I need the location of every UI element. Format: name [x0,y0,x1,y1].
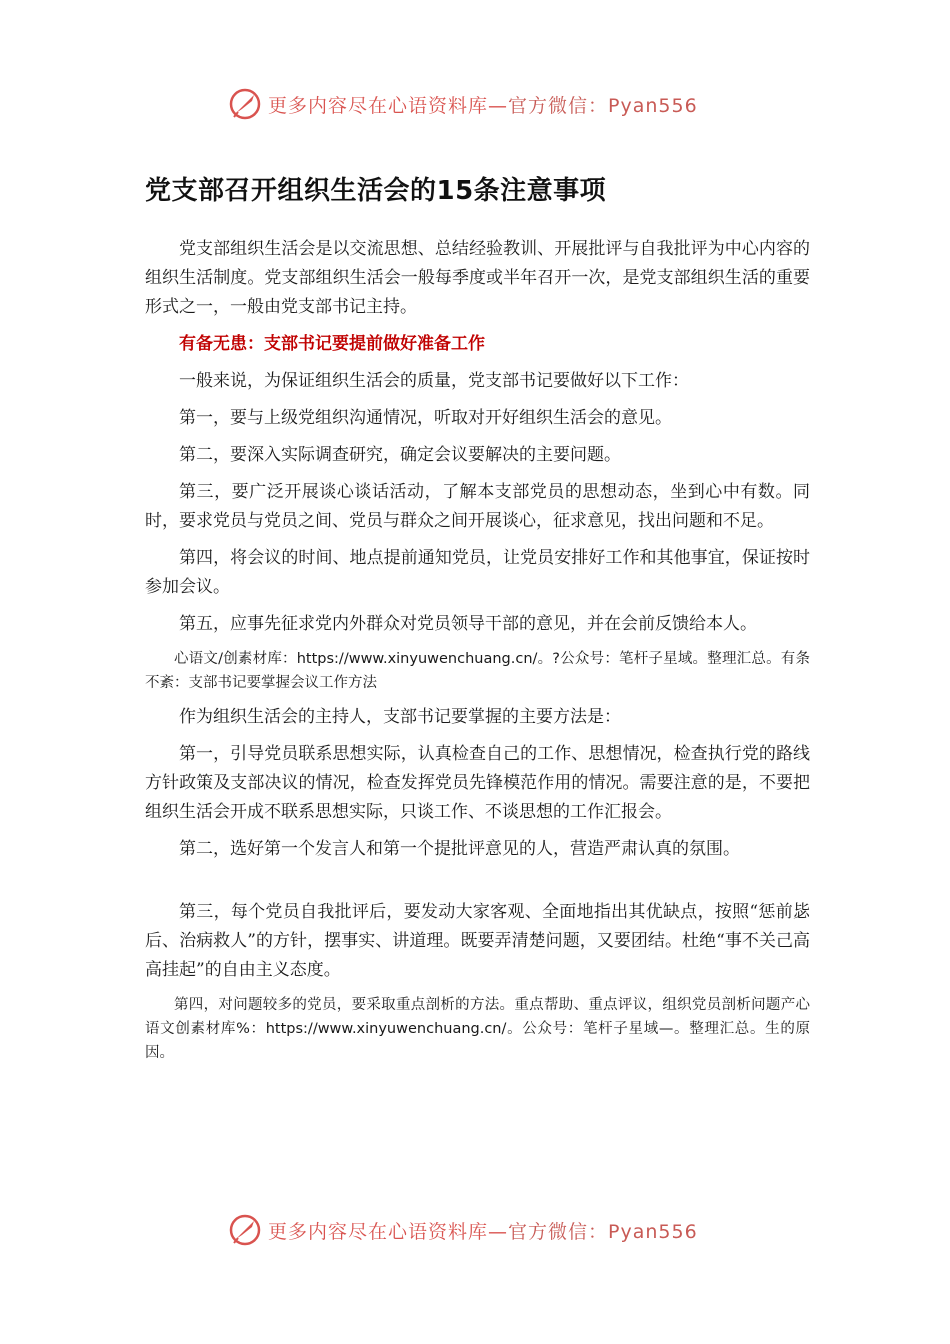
intro-paragraph: 党支部组织生活会是以交流思想、总结经验教训、开展批评与自我批评为中心内容的组织生活制度。党支部组织生活会一般每季度或半年召开一次，是党支部组织生活的重要形式之一，一般由党支部书记主持。 [145,239,810,317]
header-banner [228,86,698,122]
source-note: 第四，对问题较多的党员，要采取重点剖析的方法。重点帮助、重点评议，组织党员剖析问题产心语文创素材库%：https://www.xinyuwenchuang.cn/。公众号：笔杆子星域—。整理汇总。生的原因。 [145,997,810,1061]
banner-wechat: 官方微信：Pyan556 [508,94,698,117]
paragraph: 第二，要深入实际调查研究，确定会议要解决的主要问题。 [179,445,621,465]
paragraph: 第一，引导党员联系思想实际，认真检查自己的工作、思想情况，检查执行党的路线方针政策及支部决议的情况，检查发挥党员先锋模范作用的情况。需要注意的是，不要把组织生活会开成不联系思想实际，只谈工作、不谈思想的工作汇报会。 [145,744,810,822]
paragraph: 一般来说，为保证组织生活会的质量，党支部书记要做好以下工作： [179,371,689,391]
quill-logo-icon [228,87,262,121]
banner-wechat: 官方微信：Pyan556 [508,1220,698,1243]
paragraph: 作为组织生活会的主持人，支部书记要掌握的主要方法是： [179,707,621,727]
section-heading: 有备无患：支部书记要提前做好准备工作 [179,334,485,354]
paragraph: 第五，应事先征求党内外群众对党员领导干部的意见，并在会前反馈给本人。 [179,614,757,634]
paragraph: 第一，要与上级党组织沟通情况，听取对开好组织生活会的意见。 [179,408,672,428]
paragraph: 第二，选好第一个发言人和第一个提批评意见的人，营造严肃认真的氛围。 [179,839,740,859]
quill-logo-icon [228,1213,262,1247]
document-body [145,170,810,1073]
page-title: 党支部召开组织生活会的15条注意事项 [145,176,607,206]
banner-text: 更多内容尽在心语资料库—官方微信：Pyan556 [268,1220,698,1243]
paragraph: 第三，要广泛开展谈心谈话活动，了解本支部党员的思想动态，坐到心中有数。同时，要求党员与党员之间、党员与群众之间开展谈心，征求意见，找出问题和不足。 [145,482,810,531]
paragraph: 第三，每个党员自我批评后，要发动大家客观、全面地指出其优缺点，按照“惩前毖后、治病救人”的方针，摆事实、讲道理。既要弄清楚问题，又要团结。杜绝“事不关己高高挂起”的自由主义态度。 [145,902,810,980]
source-note: 心语文/创素材库：https://www.xinyuwenchuang.cn/。?公众号：笔杆子星域。整理汇总。有条不紊：支部书记要掌握会议工作方法 [145,651,810,691]
paragraph: 第四，将会议的时间、地点提前通知党员，让党员安排好工作和其他事宜，保证按时参加会议。 [145,548,810,597]
footer-banner [228,1212,698,1248]
banner-text: 更多内容尽在心语资料库—官方微信：Pyan556 [268,94,698,117]
